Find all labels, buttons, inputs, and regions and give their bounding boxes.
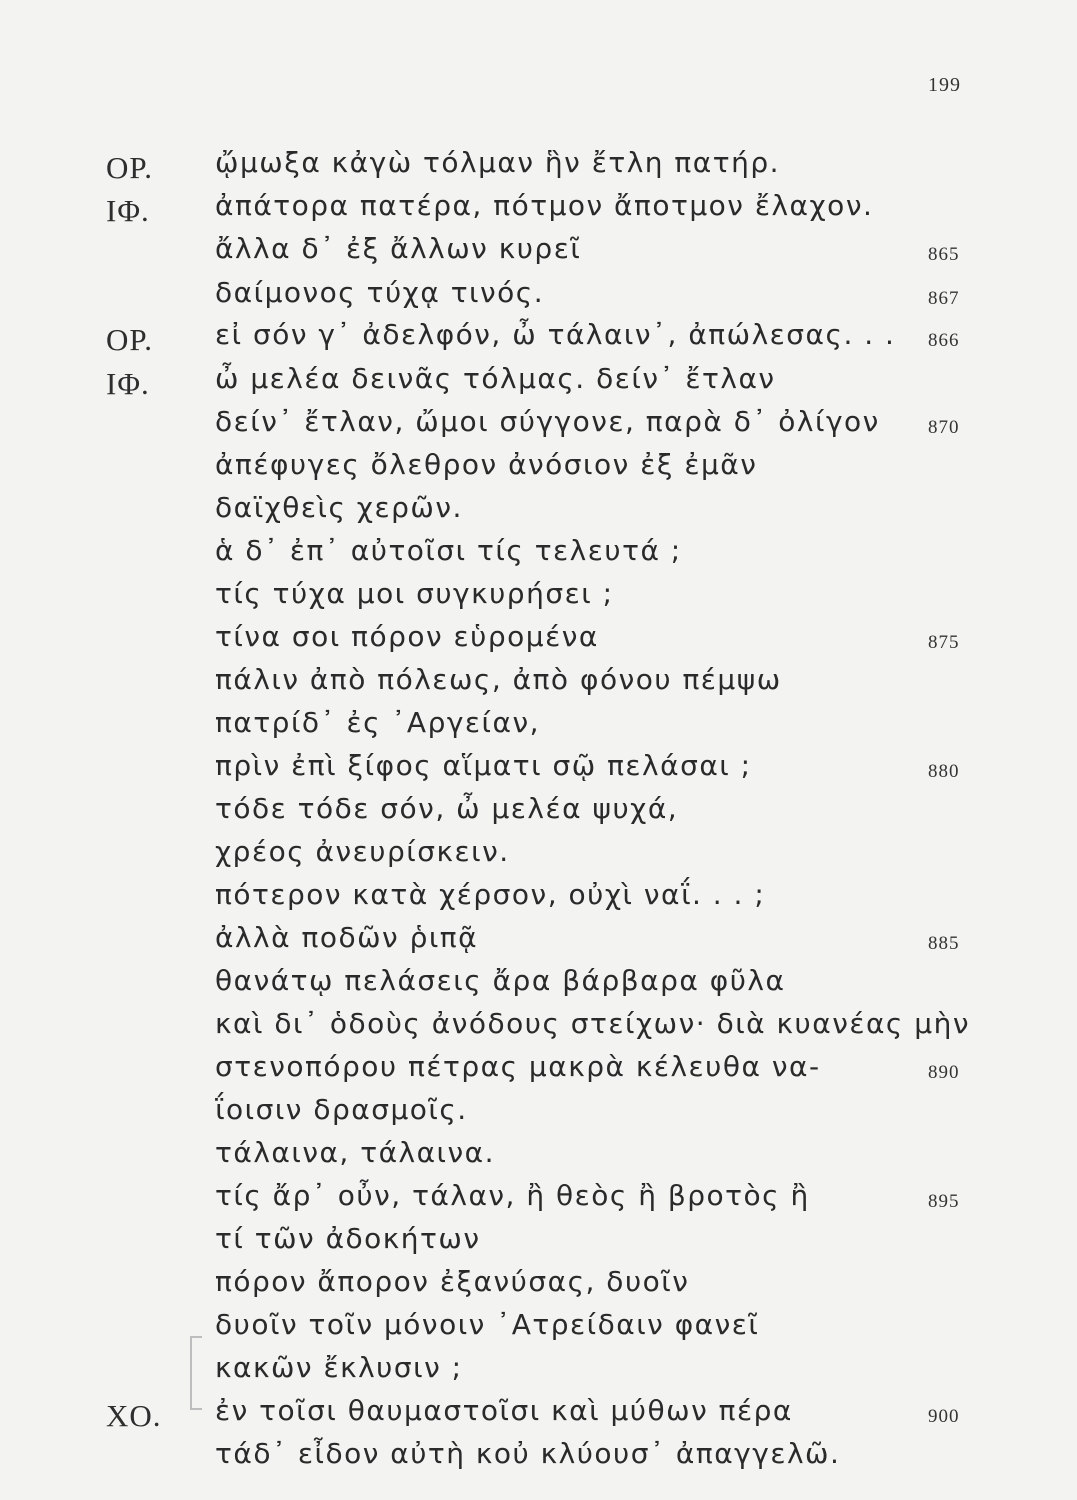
verse-text: δείν᾽ ἔτλαν, ὤμοι σύγγονε, παρὰ δ᾽ ὀλίγον (215, 405, 880, 438)
verse-text: ἄλλα δ᾽ ἐξ ἄλλων κυρεῖ (215, 232, 582, 265)
verse-text: ΐοισιν δρασμοῖς. (215, 1093, 468, 1126)
verse-text: τίς ἄρ᾽ οὖν, τάλαν, ἢ θεὸς ἢ βροτὸς ἢ (215, 1179, 810, 1212)
verse-line (0, 1308, 1077, 1352)
verse-line (0, 362, 1077, 406)
verse-text: εἰ σόν γ᾽ ἀδελφόν, ὦ τάλαιν᾽, ἀπώλεσας. . . (215, 318, 896, 351)
verse-line (0, 1394, 1077, 1438)
verse-line (0, 146, 1077, 190)
verse-text: κακῶν ἔκλυσιν ; (215, 1351, 463, 1384)
line-number: 875 (928, 632, 960, 653)
verse-text: τίς τύχα μοι συγκυρήσει ; (215, 577, 614, 610)
verse-line (0, 1437, 1077, 1481)
verse-text: πάλιν ἀπὸ πόλεως, ἀπὸ φόνου πέμψω (215, 663, 782, 696)
line-number: 880 (928, 761, 960, 782)
line-number: 885 (928, 933, 960, 954)
verse-text: πρὶν ἐπὶ ξίφος αἵματι σῷ πελάσαι ; (215, 749, 752, 782)
verse-text: πόρον ἄπορον ἐξανύσας, δυοῖν (215, 1265, 690, 1298)
verse-line (0, 405, 1077, 449)
line-number: 890 (928, 1062, 960, 1083)
verse-text: πατρίδ᾽ ἐς ᾽Αργείαν, (215, 706, 541, 739)
verse-line (0, 448, 1077, 492)
verse-text: ἀπάτορα πατέρα, πότμον ἄποτμον ἔλαχον. (215, 189, 874, 222)
verse-text: ἀλλὰ ποδῶν ῥιπᾷ (215, 921, 479, 954)
verse-text: δαϊχθεὶς χερῶν. (215, 491, 463, 524)
verse-line (0, 491, 1077, 535)
verse-text: στενοπόρου πέτρας μακρὰ κέλευθα να- (215, 1050, 821, 1083)
line-number: 866 (928, 330, 960, 351)
line-number: 870 (928, 417, 960, 438)
verse-text: καὶ δι᾽ ὁδοὺς ἀνόδους στείχων· διὰ κυανέας μὴν (215, 1007, 970, 1040)
verse-line (0, 921, 1077, 965)
page-number: 199 (928, 74, 961, 96)
verse-text: δαίμονος τύχᾳ τινός. (215, 276, 545, 309)
chorus-bracket (190, 1336, 202, 1410)
line-number: 865 (928, 244, 960, 265)
verse-text: τάλαινα, τάλαινα. (215, 1136, 496, 1169)
verse-line (0, 1351, 1077, 1395)
verse-text: τάδ᾽ εἶδον αὐτὴ κοὐ κλύουσ᾽ ἀπαγγελῶ. (215, 1437, 841, 1470)
verse-line (0, 964, 1077, 1008)
verse-line (0, 534, 1077, 578)
verse-text: πότερον κατὰ χέρσον, οὐχὶ ναΐ. . . ; (215, 878, 766, 911)
speaker-label: ΟΡ. (106, 322, 153, 357)
verse-text: ἀπέφυγες ὄλεθρον ἀνόσιον ἐξ ἐμᾶν (215, 448, 758, 481)
speaker-label: ΙΦ. (106, 366, 150, 401)
verse-line (0, 232, 1077, 276)
verse-line (0, 1265, 1077, 1309)
verse-line (0, 189, 1077, 233)
verse-line (0, 1179, 1077, 1223)
speaker-label: ΙΦ. (106, 193, 150, 228)
verse-line (0, 835, 1077, 879)
verse-line (0, 749, 1077, 793)
verse-text: χρέος ἀνευρίσκειν. (215, 835, 510, 868)
verse-text: θανάτῳ πελάσεις ἄρα βάρβαρα φῦλα (215, 964, 786, 997)
line-number: 895 (928, 1191, 960, 1212)
verse-text: δυοῖν τοῖν μόνοιν ᾽Ατρείδαιν φανεῖ (215, 1308, 760, 1341)
verse-line (0, 878, 1077, 922)
verse-text: τόδε τόδε σόν, ὦ μελέα ψυχά, (215, 792, 679, 825)
verse-text: ἐν τοῖσι θαυμαστοῖσι καὶ μύθων πέρα (215, 1394, 793, 1427)
verse-text: ἁ δ᾽ ἐπ᾽ αὐτοῖσι τίς τελευτά ; (215, 534, 682, 567)
verse-line (0, 276, 1077, 320)
verse-line (0, 1093, 1077, 1137)
verse-line (0, 1222, 1077, 1266)
verse-line (0, 706, 1077, 750)
line-number: 867 (928, 288, 960, 309)
verse-line (0, 318, 1077, 362)
verse-line (0, 620, 1077, 664)
verse-line (0, 577, 1077, 621)
verse-line (0, 1136, 1077, 1180)
verse-text: ᾤμωξα κἀγὼ τόλμαν ἣν ἔτλη πατήρ. (215, 146, 781, 179)
speaker-label: ΧΟ. (106, 1398, 162, 1433)
verse-line (0, 792, 1077, 836)
verse-text: ὦ μελέα δεινᾶς τόλμας. δείν᾽ ἔτλαν (215, 362, 776, 395)
verse-text: τίνα σοι πόρον εὑρομένα (215, 620, 599, 653)
line-number: 900 (928, 1406, 960, 1427)
verse-line (0, 663, 1077, 707)
verse-line (0, 1007, 1077, 1051)
verse-text: τί τῶν ἀδοκήτων (215, 1222, 481, 1255)
speaker-label: ΟΡ. (106, 150, 153, 185)
verse-line (0, 1050, 1077, 1094)
